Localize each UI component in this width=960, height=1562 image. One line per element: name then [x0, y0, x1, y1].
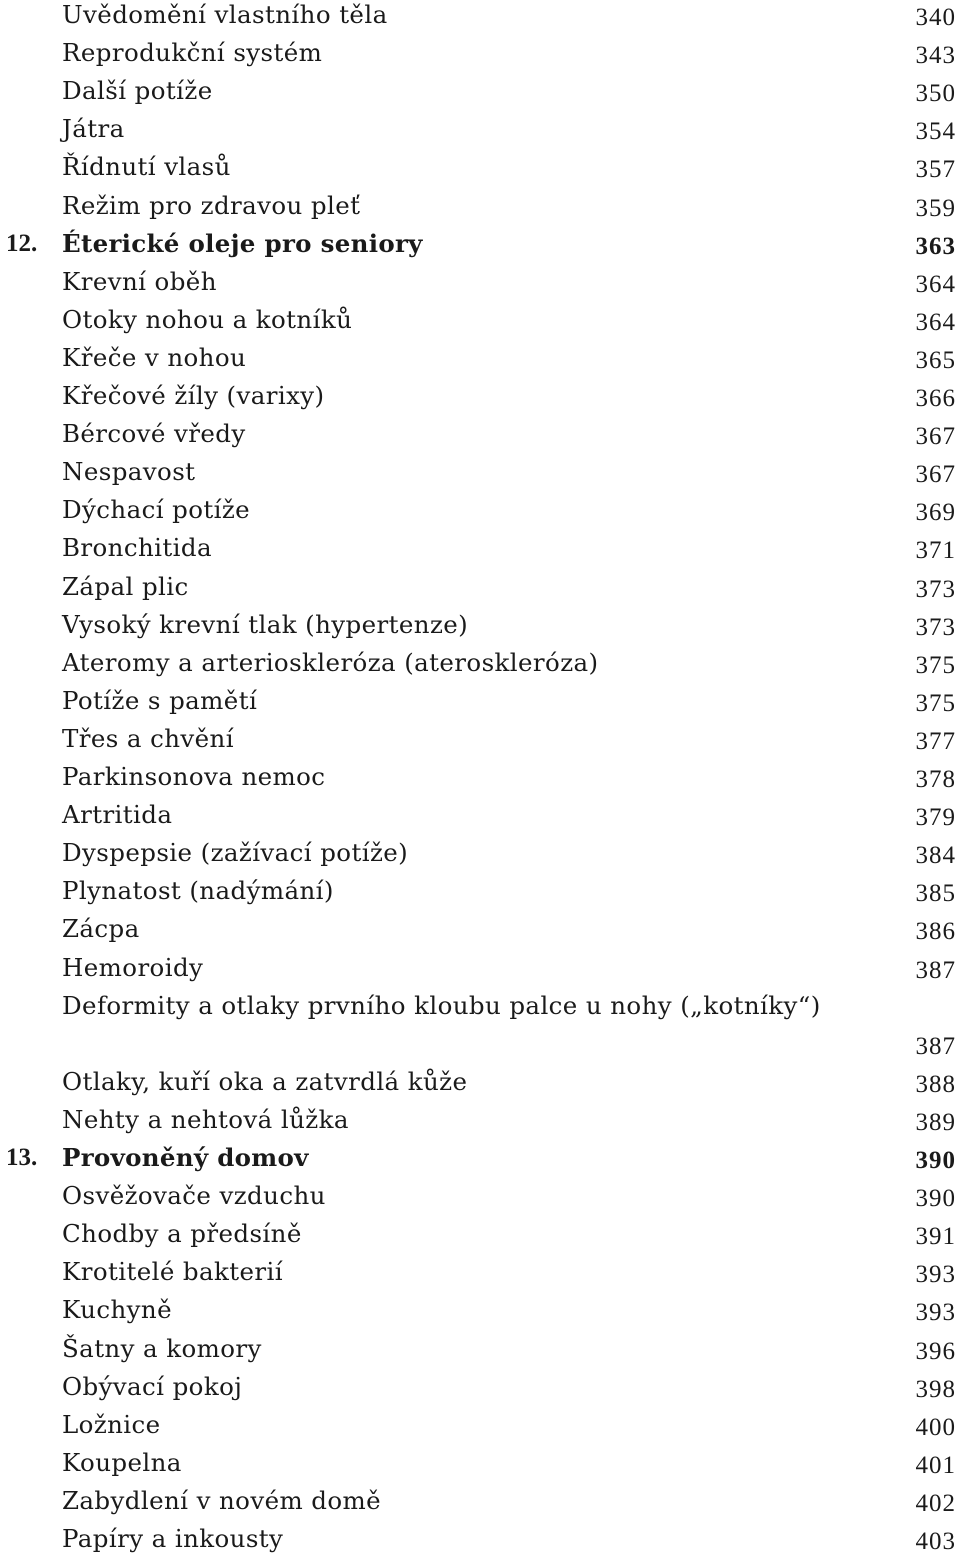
toc-row: [0, 1334, 960, 1372]
toc-page-number: 391: [915, 1223, 956, 1251]
toc-row: [0, 648, 960, 686]
toc-page-number: 369: [915, 499, 956, 527]
toc-row: [0, 800, 960, 838]
toc-entry-title: Další potíže: [62, 76, 213, 106]
toc-entry-title: Otlaky, kuří oka a zatvrdlá kůže: [62, 1066, 468, 1096]
toc-page-number: 396: [915, 1337, 956, 1365]
toc-row: [0, 953, 960, 991]
toc-row: [0, 495, 960, 533]
toc-entry-title: Plynatost (nadýmání): [62, 876, 334, 906]
toc-entry-title: Reprodukční systém: [62, 38, 323, 68]
toc-entry-title: Krevní oběh: [62, 266, 217, 296]
toc-page-number: 398: [915, 1375, 956, 1403]
toc-row: [0, 876, 960, 914]
toc-row: [0, 0, 960, 38]
toc-entry-title: Dýchací potíže: [62, 495, 251, 525]
toc-page-number: 343: [915, 42, 956, 70]
toc-entry-title: Bronchitida: [62, 533, 212, 563]
toc-row: [0, 1372, 960, 1410]
toc-entry-title: Potíže s pamětí: [62, 685, 258, 715]
toc-entry-title: Nespavost: [62, 457, 196, 487]
toc-row: [0, 38, 960, 76]
toc-row: [0, 1486, 960, 1524]
toc-entry-title: Deformity a otlaky prvního kloubu palce u nohy („kotníky“): [62, 990, 821, 1020]
toc-entry-title: Bércové vředy: [62, 419, 246, 449]
toc-row: [0, 152, 960, 190]
toc-page-number: 359: [915, 194, 956, 222]
toc-page-number: 401: [915, 1451, 956, 1479]
toc-row: [0, 1257, 960, 1295]
toc-row: [0, 1448, 960, 1486]
toc-entry-title: Otoky nohou a kotníků: [62, 304, 353, 334]
toc-page-number: 393: [915, 1299, 956, 1327]
toc-page-number: 375: [915, 689, 956, 717]
toc-row: [0, 1219, 960, 1257]
toc-row: [0, 1067, 960, 1105]
toc-entry-title: Artritida: [62, 800, 173, 830]
toc-page-number: 387: [915, 1032, 956, 1060]
toc-entry-title: Dyspepsie (zažívací potíže): [62, 838, 409, 868]
toc-entry-title: Zápal plic: [62, 571, 189, 601]
toc-row: [0, 191, 960, 229]
toc-entry-title: Ateromy a arterioskleróza (ateroskleróza): [62, 647, 599, 677]
toc-entry-title: Křeče v nohou: [62, 342, 247, 372]
toc-row: [0, 1181, 960, 1219]
toc-row: [0, 1295, 960, 1333]
toc-row: [0, 76, 960, 114]
toc-page-number: 384: [915, 842, 956, 870]
toc-row: [0, 572, 960, 610]
toc-page-number: 365: [915, 346, 956, 374]
toc-chapter-row: [0, 229, 960, 267]
toc-page-number: 340: [915, 4, 956, 31]
toc-entry-title: Nehty a nehtová lůžka: [62, 1104, 349, 1134]
toc-entry-title: Papíry a inkousty: [62, 1524, 284, 1553]
toc-page-number: 373: [915, 575, 956, 603]
toc-row: [0, 1524, 960, 1562]
toc-page-number: 364: [915, 308, 956, 336]
toc-page-number: 367: [915, 461, 956, 489]
toc-entry-title: Krotitelé bakterií: [62, 1257, 283, 1287]
toc-page-number: 385: [915, 880, 956, 908]
toc-page-number: 402: [915, 1489, 956, 1517]
toc-row: [0, 305, 960, 343]
toc-row: [0, 114, 960, 152]
toc-page-number: 387: [915, 956, 956, 984]
toc-entry-title: Kuchyně: [62, 1295, 172, 1325]
toc-page-number: 350: [915, 80, 956, 108]
toc-row: [0, 1105, 960, 1143]
toc-entry-title: Ložnice: [62, 1409, 161, 1439]
toc-page-number: 390: [915, 1147, 956, 1174]
chapter-number: 13.: [6, 1144, 38, 1171]
toc-page-number: 393: [915, 1261, 956, 1289]
toc-page-number: 377: [915, 727, 956, 755]
toc-row: [0, 724, 960, 762]
toc-entry-title: Éterické oleje pro seniory: [62, 228, 423, 258]
toc-page-number: 389: [915, 1108, 956, 1136]
toc-page-number: 357: [915, 156, 956, 184]
toc-entry-title: Šatny a komory: [62, 1333, 262, 1363]
toc-row: [0, 1410, 960, 1448]
toc-page-number: 388: [915, 1070, 956, 1098]
toc-entry-title: Vysoký krevní tlak (hypertenze): [62, 609, 469, 639]
toc-row: [0, 457, 960, 495]
toc-page-number: 386: [915, 918, 956, 946]
toc-entry-title: Zácpa: [62, 914, 140, 944]
toc-entry-title: Zabydlení v novém domě: [62, 1485, 382, 1515]
toc-entry-title: Koupelna: [62, 1447, 182, 1477]
toc-row: [0, 533, 960, 571]
toc-entry-title: Řídnutí vlasů: [62, 152, 231, 182]
toc-row: [0, 419, 960, 457]
toc-page-number: 375: [915, 651, 956, 679]
toc-page-number: 371: [915, 537, 956, 565]
toc-row: [0, 381, 960, 419]
toc-entry-title: Hemoroidy: [62, 952, 204, 982]
toc-page-number: 367: [915, 423, 956, 451]
toc-entry-title: Třes a chvění: [62, 723, 234, 753]
toc-page-number: 354: [915, 118, 956, 146]
toc-row: [0, 343, 960, 381]
toc-entry-title: Chodby a předsíně: [62, 1219, 302, 1249]
toc-entry-title: Obývací pokoj: [62, 1371, 243, 1401]
toc-entry-title: Režim pro zdravou pleť: [62, 190, 361, 220]
toc-row: [0, 991, 960, 1067]
chapter-number: 12.: [6, 229, 38, 257]
toc-page-number: 364: [915, 270, 956, 298]
toc-entry-title: Provoněný domov: [62, 1143, 309, 1172]
toc-page-number: 379: [915, 804, 956, 832]
toc-entry-title: Parkinsonova nemoc: [62, 762, 326, 791]
toc-page-number: 363: [915, 232, 956, 260]
toc-row: [0, 686, 960, 724]
toc-row: [0, 838, 960, 876]
toc-page-number: 400: [915, 1413, 956, 1441]
toc-row: [0, 267, 960, 305]
toc-page-number: 390: [915, 1185, 956, 1213]
toc-entry-title: Uvědomění vlastního těla: [62, 0, 388, 29]
toc-row: [0, 762, 960, 800]
toc-entry-title: Křečové žíly (varixy): [62, 381, 325, 410]
toc-page-number: 373: [915, 613, 956, 641]
toc-page-number: 366: [915, 385, 956, 412]
toc-chapter-row: [0, 1143, 960, 1181]
toc-row: [0, 610, 960, 648]
toc-page-number: 403: [915, 1528, 956, 1555]
toc-row: [0, 914, 960, 952]
toc-page-number: 378: [915, 766, 956, 793]
toc-entry-title: Osvěžovače vzduchu: [62, 1181, 326, 1211]
toc-entry-title: Játra: [62, 114, 125, 144]
